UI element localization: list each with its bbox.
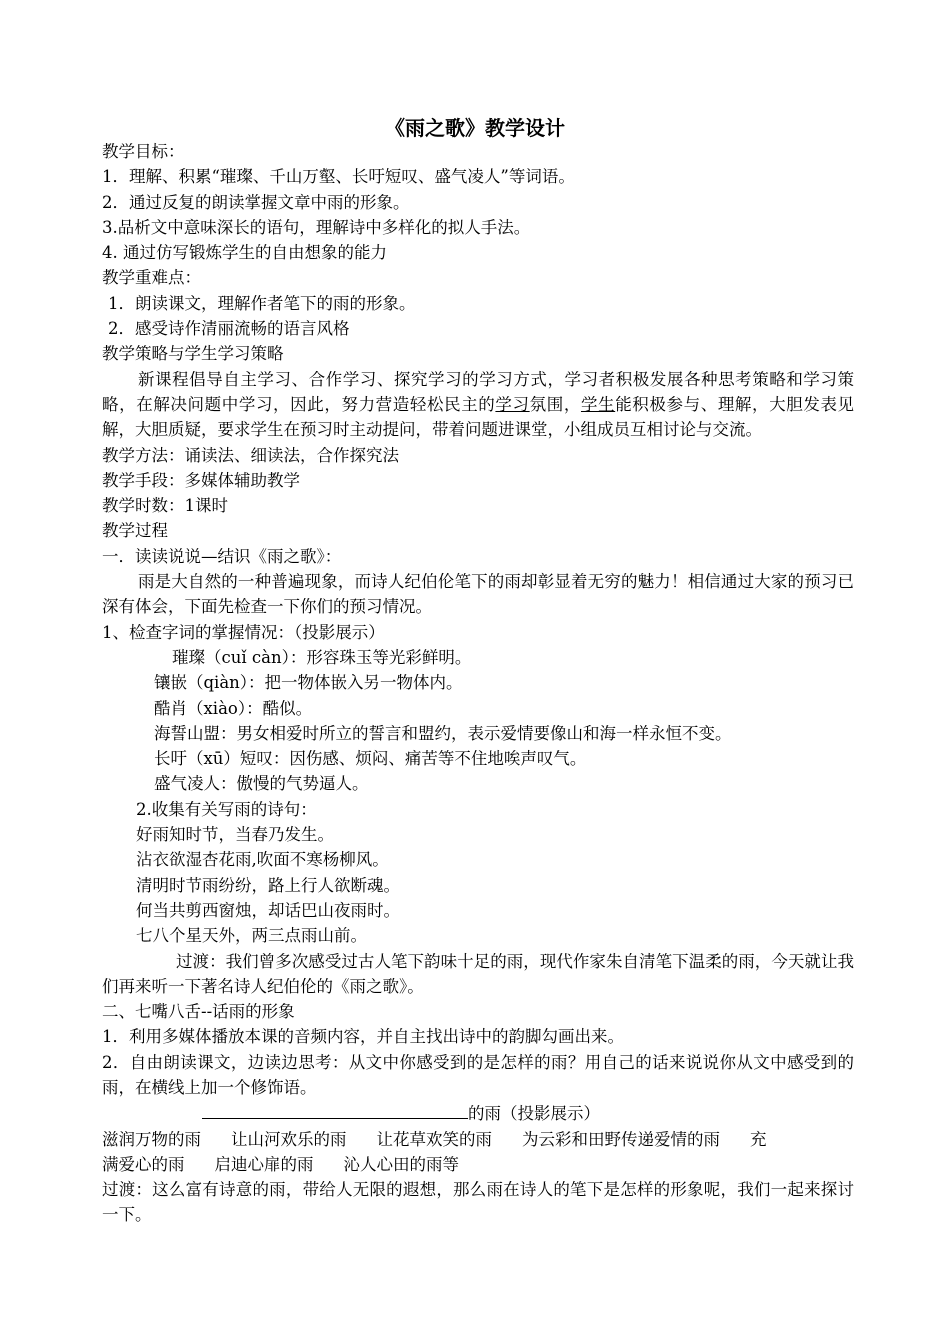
answer-item: 沁人心田的雨等	[343, 1154, 459, 1174]
answers-line-1	[102, 1127, 854, 1152]
process-heading: 教学过程	[102, 521, 168, 541]
poem-line: 清明时节雨纷纷，路上行人欲断魂。	[136, 875, 400, 895]
strategy-text-a: 新课程倡导自主学习、合作学习、探究学习的学习方式，学习者积极发展各种思考策略和学习策略，在解决问题中学习，因此，努力营造轻松民主的	[102, 369, 854, 414]
section2-transition: 过渡：这么富有诗意的雨，带给人无限的遐想，那么雨在诗人的笔下是怎样的形象呢，我们一起来探讨一下。	[102, 1180, 854, 1225]
strategy-text-b: 氛围，	[529, 394, 581, 414]
word-item: 长吁（xū）短叹：因伤感、烦闷、痛苦等不住地唉声叹气。	[154, 749, 587, 769]
section2-heading: 二、七嘴八舌--话雨的形象	[102, 1002, 295, 1022]
blank-suffix: 的雨（投影展示）	[468, 1104, 600, 1124]
section1-heading: 一．读读说说—结识《雨之歌》：	[102, 546, 342, 566]
document-title: 《雨之歌》教学设计	[385, 116, 565, 140]
document-body	[102, 139, 854, 1228]
goal-item: 1．理解、积累“璀璨、千山万壑、长吁短叹、盛气凌人”等词语。	[102, 167, 575, 187]
goal-item: 4. 通过仿写锻炼学生的自由想象的能力	[102, 243, 387, 263]
student-link[interactable]: 学生	[580, 394, 616, 414]
study-link[interactable]: 学习	[495, 394, 530, 414]
answer-item: 让花草欢笑的雨	[376, 1129, 492, 1149]
word-item: 酷肖（xiào）：酷似。	[154, 698, 313, 718]
word-item: 璀璨（cuǐ càn）：形容珠玉等光彩鲜明。	[172, 647, 472, 667]
poem-line: 何当共剪西窗烛，却话巴山夜雨时。	[136, 900, 400, 920]
word-item: 镶嵌（qiàn）：把一物体嵌入另一物体内。	[154, 673, 463, 693]
teaching-method: 教学方法：诵读法、细读法，合作探究法	[102, 445, 399, 465]
fill-blank-line	[102, 1100, 854, 1126]
teaching-means: 教学手段：多媒体辅助教学	[102, 470, 300, 490]
key-point-item: 1．朗读课文，理解作者笔下的雨的形象。	[108, 293, 416, 313]
teaching-hours: 教学时数：1课时	[102, 496, 228, 516]
section2-step1: 1．利用多媒体播放本课的音频内容，并自主找出诗中的韵脚勾画出来。	[102, 1027, 624, 1047]
goal-item: 3.品析文中意味深长的语句，理解诗中多样化的拟人手法。	[102, 217, 531, 237]
fill-blank[interactable]	[202, 1100, 468, 1119]
strategy-heading: 教学策略与学生学习策略	[102, 344, 284, 364]
poem-line: 好雨知时节，当春乃发生。	[136, 825, 334, 845]
section1-sub1: 1、检查字词的掌握情况：（投影展示）	[102, 622, 385, 642]
answer-item: 启迪心扉的雨	[214, 1154, 314, 1174]
goals-heading: 教学目标：	[102, 142, 185, 161]
key-point-item: 2．感受诗作清丽流畅的语言风格	[108, 319, 350, 339]
answer-item: 让山河欢乐的雨	[231, 1129, 347, 1149]
word-item: 盛气凌人：傲慢的气势逼人。	[154, 774, 369, 794]
section1-transition: 过渡：我们曾多次感受过古人笔下韵味十足的雨，现代作家朱自清笔下温柔的雨，今天就让我们再来听一下著名诗人纪伯伦的《雨之歌》。	[102, 951, 854, 996]
goal-item: 2．通过反复的朗读掌握文章中雨的形象。	[102, 192, 410, 212]
answer-item: 滋润万物的雨	[102, 1129, 201, 1149]
key-points-heading: 教学重难点：	[102, 268, 201, 288]
word-item: 海誓山盟：男女相爱时所立的誓言和盟约，表示爱情要像山和海一样永恒不变。	[154, 723, 732, 743]
answer-item: 为云彩和田野传递爱情的雨	[522, 1129, 720, 1149]
answer-item: 充	[750, 1129, 767, 1149]
answers-line-2	[102, 1152, 854, 1177]
strategy-text-c: 能积极参与、理解，大胆发表见解，大胆质疑，要求学生在预习时主动提问，带着问题进课堂，小组成员互相讨论与交流。	[102, 394, 855, 440]
poem-line: 七八个星天外，两三点雨山前。	[136, 926, 367, 946]
section1-intro: 雨是大自然的一种普遍现象，而诗人纪伯伦笔下的雨却彰显着无穷的魅力！相信通过大家的预习已深有体会，下面先检查一下你们的预习情况。	[102, 572, 854, 617]
poem-line: 沾衣欲湿杏花雨,吹面不寒杨柳风。	[136, 850, 389, 870]
strategy-paragraph	[102, 367, 854, 443]
section2-step2: 2．自由朗读课文，边读边思考：从文中你感受到的是怎样的雨？用自己的话来说说你从文中感受到的雨，在横线上加一个修饰语。	[102, 1052, 854, 1097]
section1-sub2: 2.收集有关写雨的诗句：	[136, 799, 317, 819]
answer-item: 满爱心的雨	[102, 1154, 185, 1174]
